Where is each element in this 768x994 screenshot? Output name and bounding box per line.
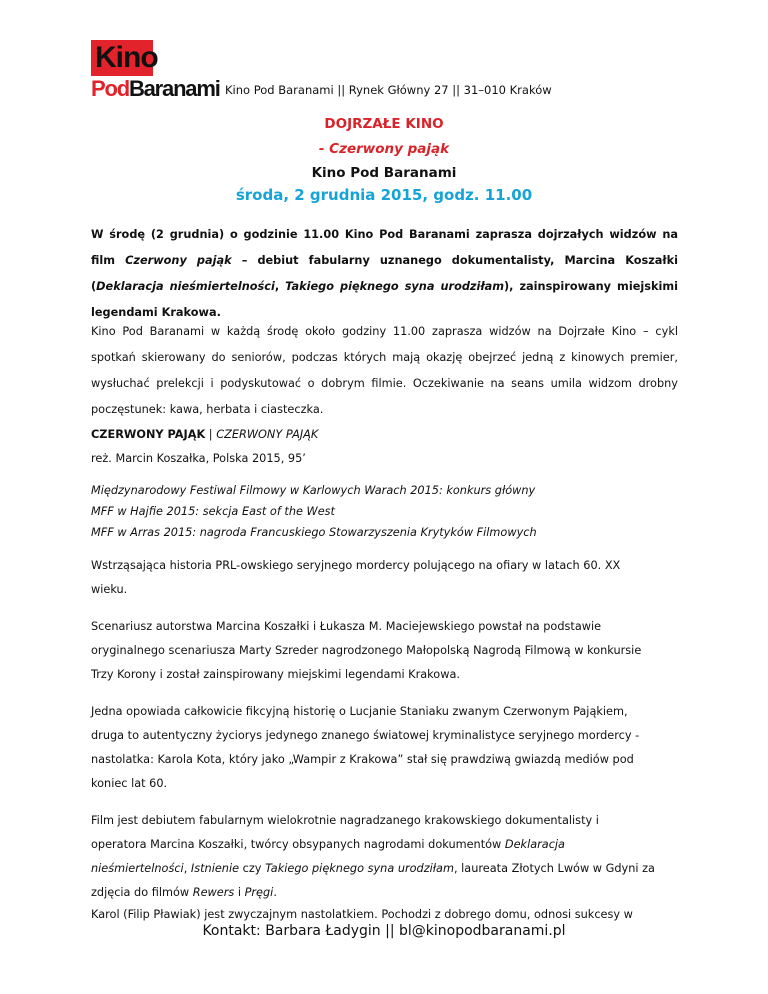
body-line: koniec lat 60. [91, 777, 168, 790]
title-cinema: Kino Pod Baranami [311, 165, 457, 181]
body-line: Trzy Korony i został zainspirowany miejskimi legendami Krakowa. [91, 668, 460, 681]
body-line: Film jest debiutem fabularnym wielokrotnie nagradzanego krakowskiego dokumentalisty i [91, 814, 599, 827]
body-line: Jedna opowiada całkowicie fikcyjną historię o Lucjanie Staniaku zwanym Czerwonym Pająkiem, [91, 705, 628, 718]
logo-pod-text: Pod [91, 76, 129, 101]
body-text: zdjęcia do filmów [91, 886, 193, 899]
intro-text-4: ), zainspirowany miejskimi legendami Krakowa. [91, 280, 678, 319]
body-film-ref: Istnienie [190, 862, 240, 875]
body-film-ref: Rewers [192, 886, 235, 899]
kino-pod-baranami-logo [91, 40, 219, 100]
film-title-original: CZERWONY PAJĄK [216, 428, 319, 441]
body-line: druga to autentyczny życiorys jedynego znanego światowej kryminalistyce seryjnego mordercy - [91, 729, 640, 742]
title-dojrzale-kino: DOJRZAŁE KINO [324, 116, 444, 132]
body-line: wieku. [91, 583, 128, 596]
body-film-ref: Pręgi [244, 886, 274, 899]
film-title-pl: CZERWONY PAJĄK [91, 428, 206, 441]
body-line: Wstrząsająca historia PRL-owskiego seryjnego mordercy polującego na ofiary w latach 60. XX [91, 559, 621, 572]
intro-text-1: W środę (2 grudnia) o godzinie 11.00 Kino Pod Baranami zaprasza dojrzałych widzów na film [91, 228, 678, 267]
festival-item: MFF w Hajfie 2015: sekcja East of the West [91, 505, 335, 518]
logo-baranami-text: Baranami [128, 76, 220, 101]
body-text: , [183, 862, 191, 875]
body-line [91, 859, 691, 879]
festival-item: MFF w Arras 2015: nagroda Francuskiego Stowarzyszenia Krytyków Filmowych [91, 526, 537, 539]
film-title-separator: | [205, 428, 217, 441]
body-text: , laureata Złotych Lwów w Gdyni za [453, 862, 655, 875]
logo-kino-block [91, 40, 158, 76]
body-text: . [273, 886, 277, 899]
intro-film-ref-1: Deklaracja nieśmiertelności [96, 280, 275, 293]
body-line: Karol (Filip Pławiak) jest zwyczajnym nastolatkiem. Pochodzi z dobrego domu, odnosi sukcesy w [91, 908, 633, 921]
body-line: nastolatka: Karola Kota, który jako „Wampir z Krakowa” stał się prawdziwą gwiazdą mediów pod [91, 753, 634, 766]
body-film-ref: Deklaracja [504, 838, 565, 851]
film-credits: reż. Marcin Koszałka, Polska 2015, 95’ [91, 452, 306, 465]
logo-kino-text: Kino [95, 41, 158, 74]
title-date: środa, 2 grudnia 2015, godz. 11.00 [235, 186, 533, 204]
header-address: Kino Pod Baranami || Rynek Główny 27 || 31–010 Kraków [225, 83, 552, 97]
intro-film-ref-2: Takiego pięknego syna urodziłam [285, 280, 504, 293]
body-line: oryginalnego scenariusza Marty Szreder nagrodzonego Małopolską Nagrodą Filmową w konkursie [91, 644, 642, 657]
body-film-ref: nieśmiertelności [91, 862, 184, 875]
body-film-ref: Takiego pięknego syna urodziłam [265, 862, 454, 875]
intro-text-2: – debiut fabularny uznanego dokumentalisty, Marcina Koszałki ( [91, 254, 679, 293]
intro-film-title: Czerwony pająk [125, 254, 232, 267]
body-line [91, 835, 691, 855]
body-text: operatora Marcina Koszałki, twórcy obsypanych nagrodami dokumentów [91, 838, 505, 851]
body-text: i [234, 886, 245, 899]
title-film: - Czerwony pająk [318, 141, 450, 157]
logo-wordmark [91, 77, 220, 101]
film-title-line [91, 425, 691, 445]
festival-item: Międzynarodowy Festiwal Filmowy w Karlowych Warach 2015: konkurs główny [91, 484, 536, 497]
body-text: czy [239, 862, 266, 875]
dojrzale-kino-paragraph: Kino Pod Baranami w każdą środę około godziny 11.00 zaprasza widzów na Dojrzałe Kino – cykl spotkań skierowany do seniorów, podczas których mają okazję obejrzeć jedną z kinowych premier, wysłuchać prelekcji i podyskutować o dobrym filmie. Oczekiwanie na seans umila widzom drobny poczęstunek: kawa, herbata i ciasteczka. [91, 325, 678, 416]
intro-paragraph [91, 222, 678, 326]
body-line [91, 883, 691, 903]
intro-text-3: , [274, 280, 286, 293]
footer-contact: Kontakt: Barbara Ładygin || bl@kinopodbaranami.pl [202, 923, 566, 939]
body-line: Scenariusz autorstwa Marcina Koszałki i Łukasza M. Maciejewskiego powstał na podstawie [91, 620, 602, 633]
